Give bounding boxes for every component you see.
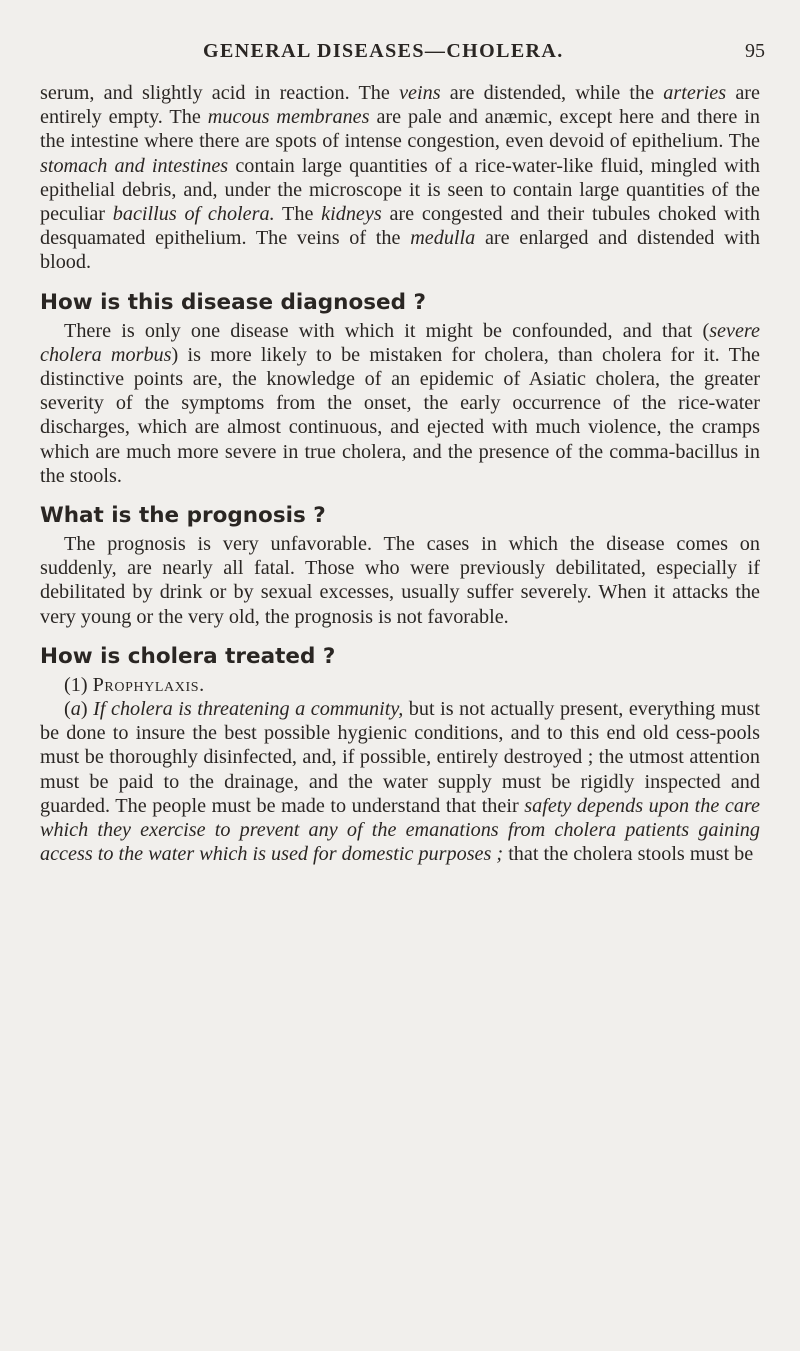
paragraph-diagnosis: There is only one disease with which it might be confounded, and that (severe cholera morbus) is more likely to be mistaken for cholera, than cholera for it. The distinctive points are, the knowledge of an epidemic of Asiatic cholera, the greater severity of the symptoms from the onset, the early occurrence of the rice-water discharges, which are almost continuous, and ejected with much violence, the cramps which are much more severe in true cholera, and the presence of the comma-bacillus in the stools. (40, 319, 760, 487)
paragraph-prognosis: The prognosis is very unfavorable. The cases in which the disease comes on suddenly, are nearly all fatal. Those who were previously debilitated, especially if debilitated by drink or by sexual excesses, usually suffer severely. When it attacks the very young or the very old, the prognosis is not favorable. (40, 533, 760, 628)
running-title: GENERAL DISEASES—CHOLERA. (203, 40, 564, 62)
body-text (40, 81, 760, 866)
heading-prognosis: What is the prognosis ? (40, 503, 326, 529)
running-head (0, 40, 800, 74)
subheading-prophylaxis: (1) Prophylaxis. (64, 673, 205, 696)
heading-treatment: How is cholera treated ? (40, 643, 336, 669)
paragraph-treatment: (a) If cholera is threatening a community, but is not actually present, everything must be done to insure the best possible hygienic conditions, and to this end old cess-pools must be thoroughly disinfected, and, if possible, entirely destroyed ; the utmost attention must be paid to the drainage, and the water supply must be rigidly inspected and guarded. The people must be made to understand that their safety depends upon the care which they exercise to prevent any of the emanations from cholera patients gaining access to the water which is used for domestic purposes ; that the cholera stools must be (40, 698, 760, 866)
page-number: 95 (745, 40, 765, 62)
heading-diagnosis: How is this disease diagnosed ? (40, 289, 426, 315)
paragraph-pathology: serum, and slightly acid in reaction. The veins are distended, while the arteries are entirely empty. The mucous membranes are pale and anæmic, except here and there in the intestine where there are spots of intense congestion, even devoid of epithelium. The stomach and intestines contain large quantities of a rice-water-like fluid, mingled with epithelial debris, and, under the microscope it is seen to contain large quantities of the peculiar bacillus of cholera. The kidneys are congested and their tubules choked with desquamated epithelium. The veins of the medulla are enlarged and distended with blood. (40, 82, 760, 274)
